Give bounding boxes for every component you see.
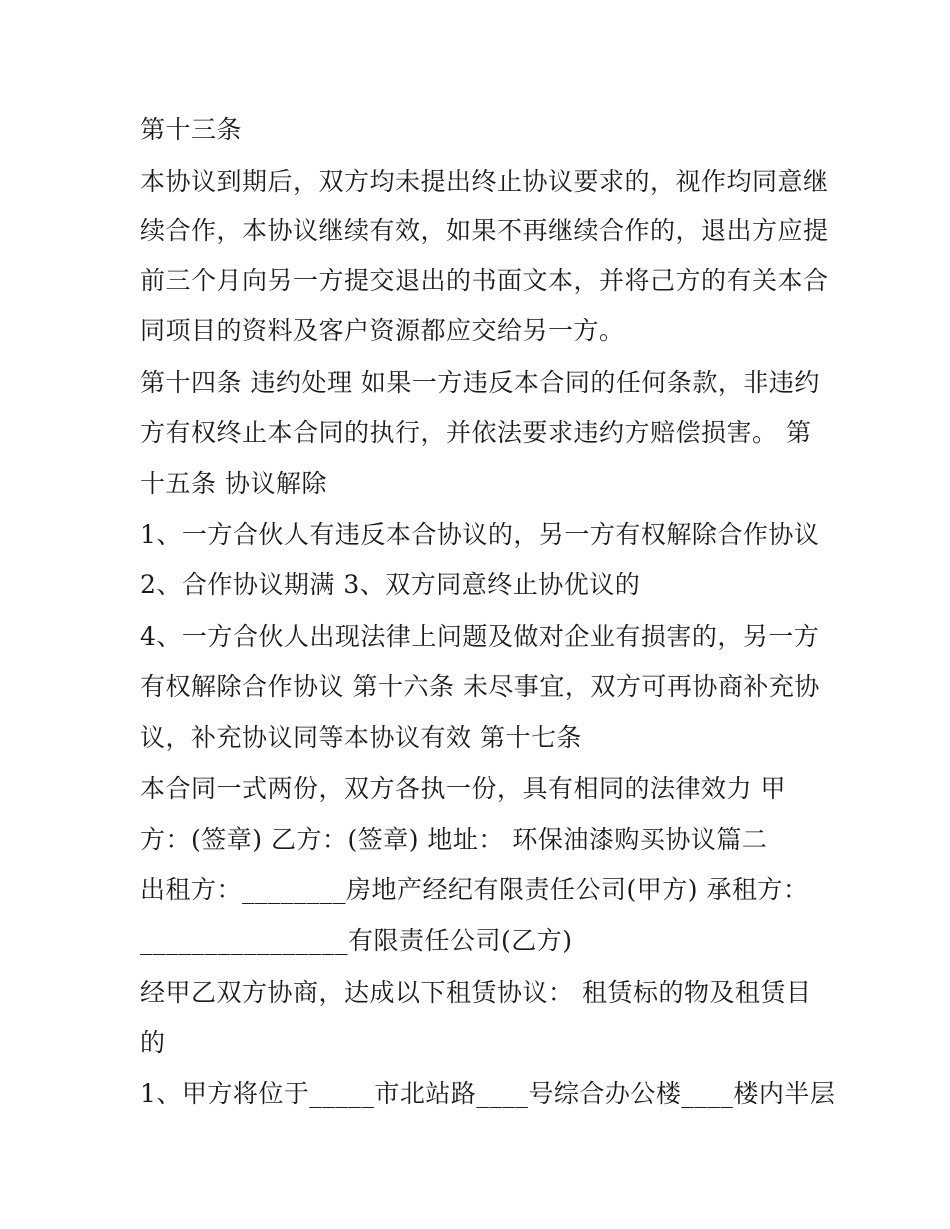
text-line: 本合同一式两份，双方各执一份，具有相同的法律效力 甲 bbox=[140, 774, 786, 803]
text-line: 第十三条 bbox=[140, 115, 243, 144]
text-line: 1、一方合伙人有违反本合协议的，另一方有权解除合作协议 bbox=[140, 520, 820, 549]
text-line: 有权解除合作协议 第十六条 未尽事宜，双方可再协商补充协 bbox=[140, 672, 820, 701]
text-line: 同项目的资料及客户资源都应交给另一方。 bbox=[140, 316, 625, 345]
text-line: 出租方：________房地产经纪有限责任公司(甲方) 承租方： bbox=[140, 875, 809, 904]
text-line: 的 bbox=[140, 1028, 166, 1057]
text-line: 方有权终止本合同的执行，并依法要求违约方赔偿损害。 第 bbox=[140, 418, 812, 447]
text-line: 1、甲方将位于_____市北站路____号综合办公楼____楼内半层 bbox=[140, 1079, 836, 1108]
text-line: 议，补充协议同等本协议有效 第十七条 bbox=[140, 723, 582, 752]
text-line: 前三个月向另一方提交退出的书面文本，并将己方的有关本合 bbox=[140, 266, 829, 295]
text-line: 方：(签章) 乙方：(签章) 地址： 环保油漆购买协议篇二 bbox=[140, 825, 768, 854]
text-line: 2、合作协议期满 3、双方同意终止协优议的 bbox=[140, 570, 641, 599]
text-line: 本协议到期后，双方均未提出终止协议要求的，视作均同意继 bbox=[140, 167, 829, 196]
text-line: 续合作，本协议继续有效，如果不再继续合作的，退出方应提 bbox=[140, 216, 829, 245]
text-line: 经甲乙双方协商，达成以下租赁协议： 租赁标的物及租赁目 bbox=[140, 978, 812, 1007]
text-line: 第十四条 违约处理 如果一方违反本合同的任何条款，非违约 bbox=[140, 368, 820, 397]
text-line: ________________有限责任公司(乙方) bbox=[140, 926, 573, 955]
text-line: 十五条 协议解除 bbox=[140, 469, 327, 498]
text-line: 4、一方合伙人出现法律上问题及做对企业有损害的，另一方 bbox=[140, 622, 820, 651]
